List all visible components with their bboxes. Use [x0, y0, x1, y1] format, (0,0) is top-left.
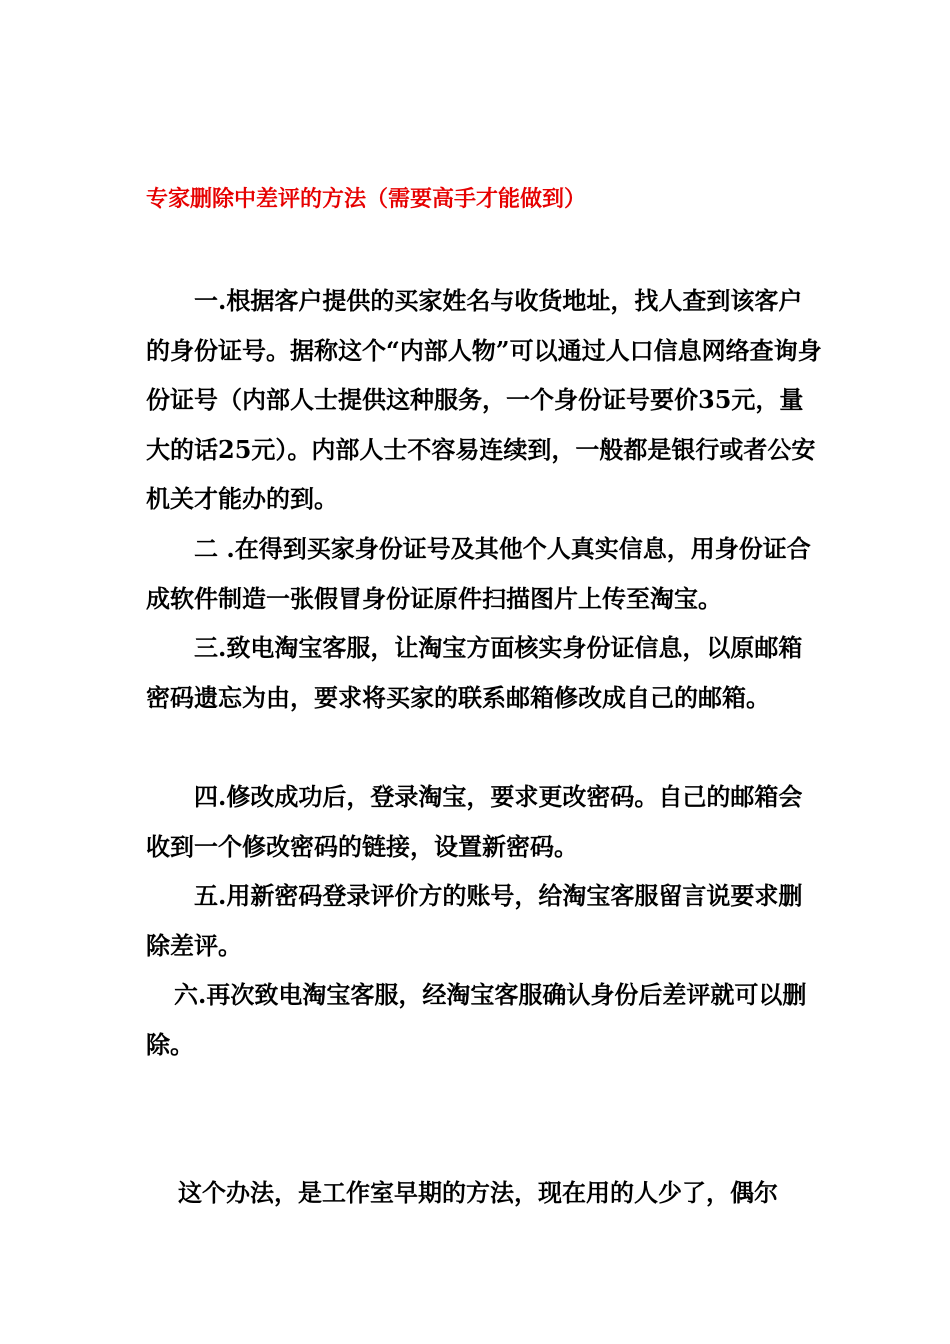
paragraph-step-4: 四.修改成功后，登录淘宝，要求更改密码。自己的邮箱会收到一个修改密码的链接，设置新密码。 [146, 782, 803, 861]
paragraph-closing: 这个办法，是工作室早期的方法，现在用的人少了，偶尔 [178, 1178, 778, 1207]
paragraph-step-3: 三.致电淘宝客服，让淘宝方面核实身份证信息，以原邮箱密码遗忘为由，要求将买家的联系邮箱修改成自己的邮箱。 [146, 633, 803, 712]
paragraph-step-1: 一.根据客户提供的买家姓名与收货地址，找人查到该客户的身份证号。据称这个“内部人物”可以通过人口信息网络查询身份证号（内部人士提供这种服务，一个身份证号要价35元，量大的话25元）。内部人士不容易连续到，一般都是银行或者公安机关才能办的到。 [146, 286, 822, 513]
document-title: 专家删除中差评的方法（需要高手才能做到） [146, 186, 587, 212]
paragraph-step-2: 二 .在得到买家身份证号及其他个人真实信息，用身份证合成软件制造一张假冒身份证原件扫描图片上传至淘宝。 [146, 534, 811, 613]
paragraph-step-5: 五.用新密码登录评价方的账号，给淘宝客服留言说要求删除差评。 [146, 881, 803, 960]
paragraph-step-6: 六.再次致电淘宝客服，经淘宝客服确认身份后差评就可以删除。 [146, 980, 807, 1059]
